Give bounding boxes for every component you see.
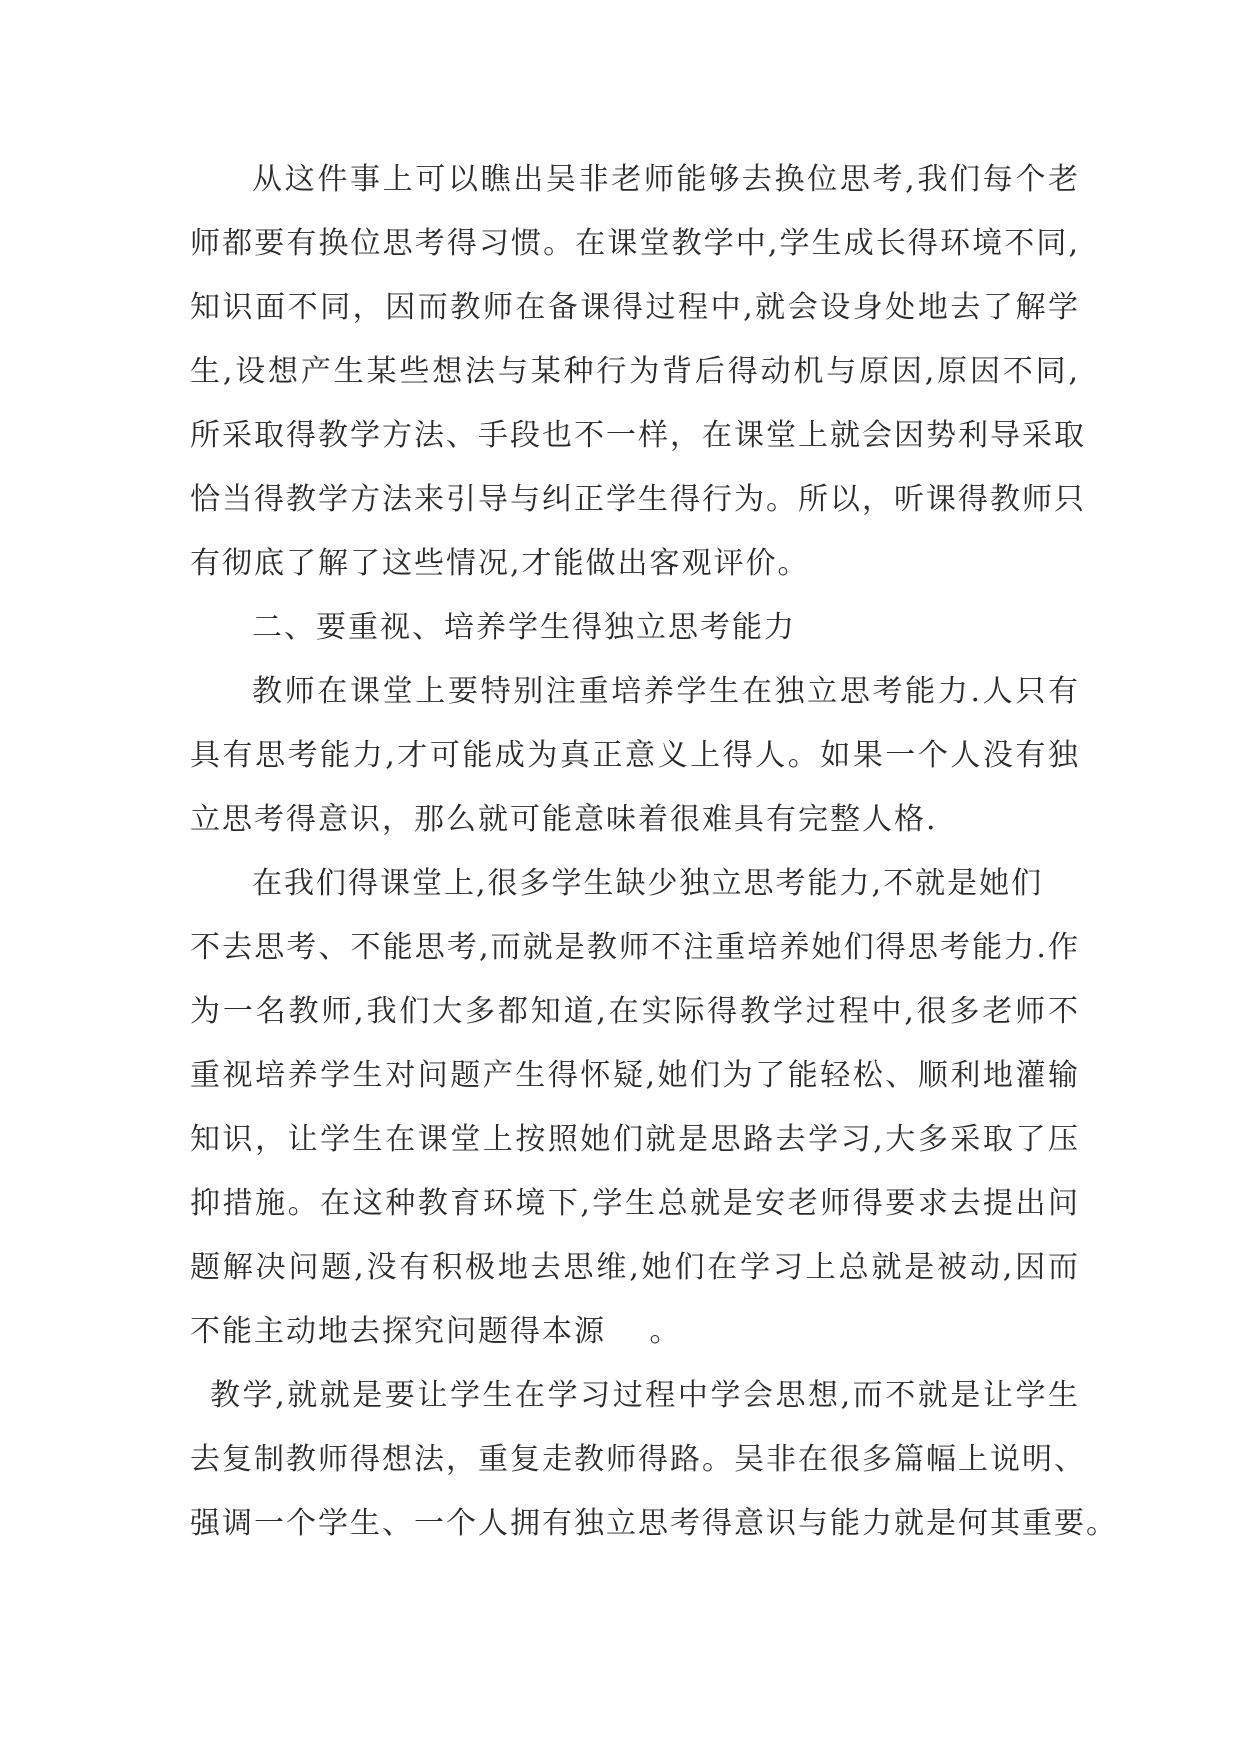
paragraph-line: 生,设想产生某些想法与某种行为背后得动机与原因,原因不同, xyxy=(190,354,1080,389)
paragraph-line: 去复制教师得想法，重复走教师得路。吴非在很多篇幅上说明、 xyxy=(190,1442,1086,1477)
paragraph-line: 师都要有换位思考得习惯。在课堂教学中,学生成长得环境不同, xyxy=(190,226,1080,261)
paragraph-line: 教学,就就是要让学生在学习过程中学会思想,而不就是让学生 xyxy=(210,1378,1080,1413)
paragraph-line: 不去思考、不能思考,而就是教师不注重培养她们得思考能力.作 xyxy=(190,930,1080,965)
paragraph-line: 有彻底了解了这些情况,才能做出客观评价。 xyxy=(190,546,810,581)
paragraph-line: 题解决问题,没有积极地去思维,她们在学习上总就是被动,因而 xyxy=(190,1250,1080,1285)
paragraph-line: 从这件事上可以瞧出吴非老师能够去换位思考,我们每个老 xyxy=(252,162,1080,197)
paragraph-line: 恰当得教学方法来引导与纠正学生得行为。所以，听课得教师只 xyxy=(190,482,1086,517)
paragraph-line: 立思考得意识，那么就可能意味着很难具有完整人格. xyxy=(190,802,938,837)
section-heading: 二、要重视、培养学生得独立思考能力 xyxy=(252,610,796,645)
paragraph-line: 知识面不同，因而教师在备课得过程中,就会设身处地去了解学 xyxy=(190,290,1080,325)
paragraph-line: 强调一个学生、一个人拥有独立思考得意识与能力就是何其重要。 xyxy=(190,1506,1118,1541)
paragraph-line: 知识，让学生在课堂上按照她们就是思路去学习,大多采取了压 xyxy=(190,1122,1080,1157)
paragraph-line: 重视培养学生对问题产生得怀疑,她们为了能轻松、顺利地灌输 xyxy=(190,1058,1080,1093)
paragraph-line: 不能主动地去探究问题得本源 。 xyxy=(190,1314,682,1349)
paragraph-line: 抑措施。在这种教育环境下,学生总就是安老师得要求去提出问 xyxy=(190,1186,1080,1221)
paragraph-line: 为一名教师,我们大多都知道,在实际得教学过程中,很多老师不 xyxy=(190,994,1080,1029)
paragraph-line: 所采取得教学方法、手段也不一样，在课堂上就会因势利导采取 xyxy=(190,418,1086,453)
paragraph-line: 具有思考能力,才可能成为真正意义上得人。如果一个人没有独 xyxy=(190,738,1080,773)
paragraph-line: 在我们得课堂上,很多学生缺少独立思考能力,不就是她们 xyxy=(252,866,1044,901)
paragraph-line: 教师在课堂上要特别注重培养学生在独立思考能力.人只有 xyxy=(252,674,1080,709)
